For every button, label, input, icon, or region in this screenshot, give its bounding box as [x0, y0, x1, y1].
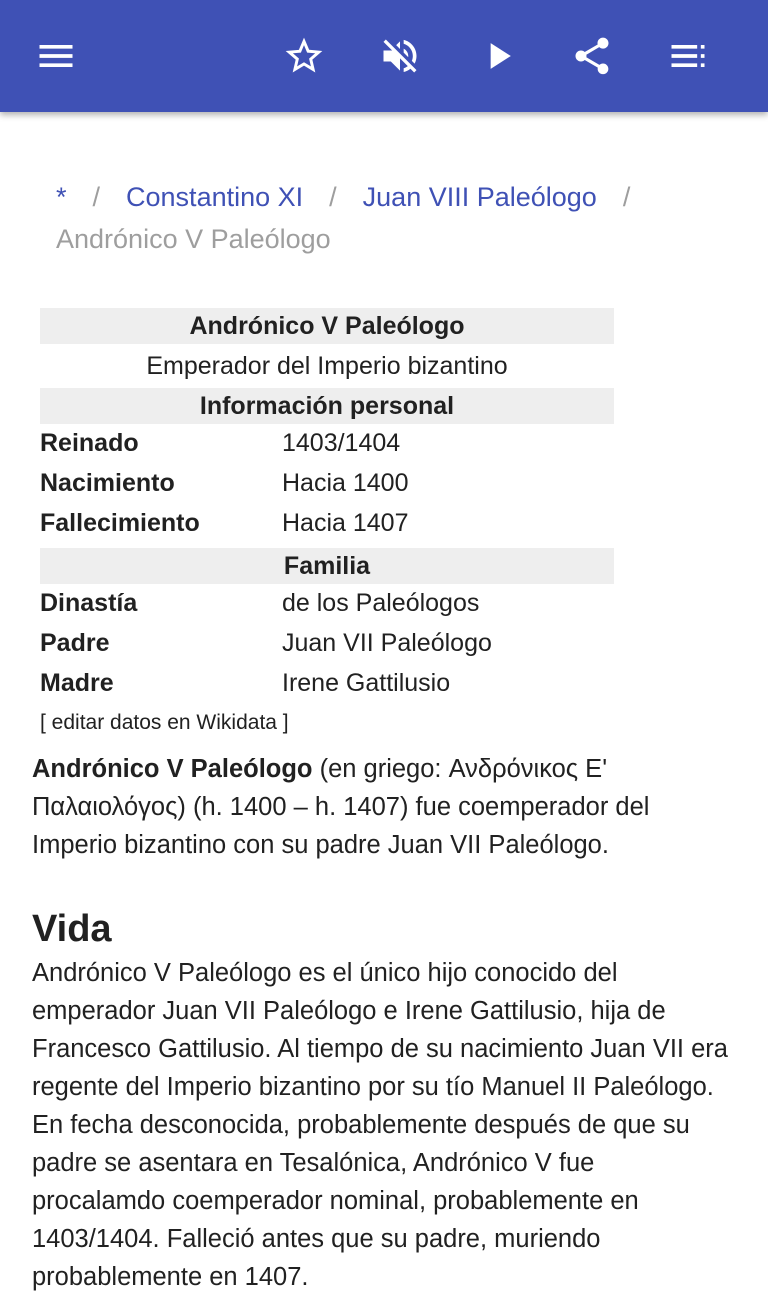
- infobox-row-padre: [40, 628, 614, 668]
- article-body: [32, 750, 732, 1296]
- breadcrumb-separator: /: [622, 182, 631, 212]
- breadcrumb-separator: /: [92, 182, 101, 212]
- infobox-key: Dinastía: [40, 589, 138, 617]
- intro-paragraph: [32, 750, 732, 864]
- menu-button[interactable]: [28, 28, 84, 84]
- infobox-key: Reinado: [40, 429, 139, 457]
- infobox-value: Hacia 1407: [282, 509, 409, 537]
- infobox-key: Madre: [40, 669, 114, 697]
- infobox-key: Nacimiento: [40, 469, 175, 497]
- infobox-value[interactable]: Irene Gattilusio: [282, 669, 451, 697]
- infobox: [40, 308, 614, 738]
- list-icon: [666, 34, 710, 78]
- infobox-row-dinastia: [40, 588, 614, 628]
- breadcrumb-separator: /: [329, 182, 337, 212]
- favorite-button[interactable]: [276, 28, 332, 84]
- breadcrumb-item-root[interactable]: *: [56, 182, 67, 212]
- intro-text: (en griego: Ανδρόνικος Ε' Παλαιολόγος) (h. 1400 – h. 1407) fue coemperador del Imperio bizantino con su padre Juan VII Paleólogo.: [32, 755, 650, 859]
- table-of-contents-button[interactable]: [660, 28, 716, 84]
- breadcrumb-current: Andrónico V Paleólogo: [56, 224, 331, 254]
- infobox-value: Hacia 1400: [282, 469, 409, 497]
- intro-bold-title: Andrónico V Paleólogo: [32, 755, 313, 783]
- infobox-value[interactable]: Juan VII Paleólogo: [282, 629, 492, 657]
- edit-bracket-open: [: [40, 711, 52, 734]
- app-bar: [0, 0, 768, 112]
- infobox-key: Padre: [40, 629, 110, 657]
- section-paragraph-vida: Andrónico V Paleólogo es el único hijo conocido del emperador Juan VII Paleólogo e Irene Gattilusio, hija de Francesco Gattilusio. Al tiempo de su nacimiento Juan VII era regente del Imperio bizantino por su tío Manuel II Paleólogo. En fecha desconocida, probablemente después de que su padre se asentara en Tesalónica, Andrónico V fue procalamdo coemperador nominal, probablemente en 1403/1404. Falleció antes que su padre, muriendo probablemente en 1407.: [32, 959, 728, 1291]
- infobox-row-nacimiento: [40, 468, 614, 508]
- edit-wikidata-link[interactable]: editar datos en Wikidata: [51, 711, 277, 734]
- infobox-title: Andrónico V Paleólogo: [40, 308, 614, 344]
- infobox-subtitle: Emperador del Imperio bizantino: [146, 352, 508, 380]
- breadcrumb-item-constantino-xi[interactable]: Constantino XI: [126, 182, 304, 212]
- share-icon: [570, 34, 614, 78]
- infobox-row-madre: [40, 668, 614, 708]
- menu-icon: [34, 34, 78, 78]
- wikidata-edit: [40, 708, 614, 738]
- infobox-row-fallecimiento: [40, 508, 614, 548]
- infobox-section-family: Familia: [40, 548, 614, 584]
- section-heading-vida: Vida: [32, 908, 112, 950]
- breadcrumb-item-juan-viii[interactable]: Juan VIII Paleólogo: [362, 182, 597, 212]
- mute-button[interactable]: [372, 28, 428, 84]
- infobox-value: de los Paleólogos: [282, 589, 480, 617]
- play-icon: [476, 34, 520, 78]
- star-outline-icon: [282, 34, 326, 78]
- play-button[interactable]: [470, 28, 526, 84]
- infobox-section-personal: Información personal: [40, 388, 614, 424]
- share-button[interactable]: [564, 28, 620, 84]
- infobox-row-reinado: [40, 428, 614, 468]
- volume-off-icon: [378, 34, 422, 78]
- infobox-key: Fallecimiento: [40, 509, 200, 537]
- infobox-value: 1403/1404: [282, 429, 401, 457]
- breadcrumb: [56, 176, 736, 260]
- edit-bracket-close: ]: [276, 711, 289, 734]
